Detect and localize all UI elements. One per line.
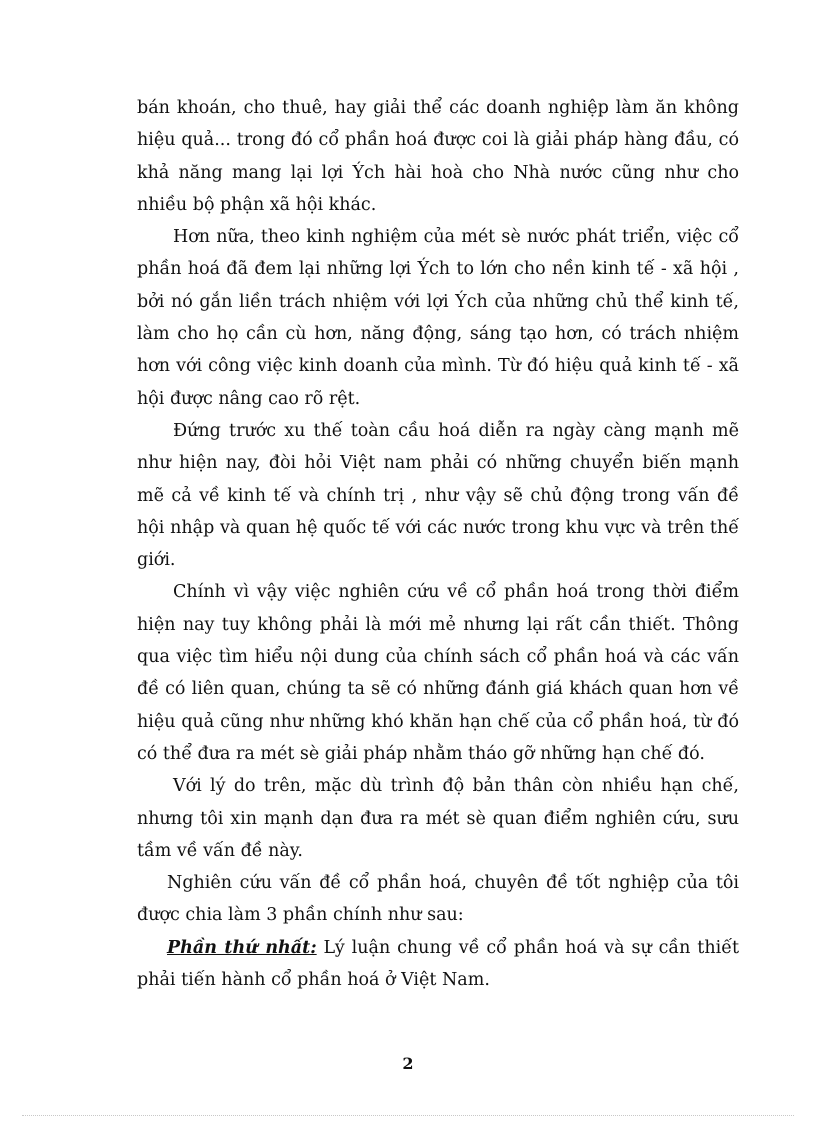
paragraph-research-necessity: Chính vì vậy việc nghiên cứu về cổ phần hoá trong thời điểm hiện nay tuy không phải là mới mẻ nhưng lại rất cần thiết. Thông qua việc tìm hiểu nội dung của chính sách cổ phần hoá và các vấn đề có liên quan, chúng ta sẽ có những đánh giá khách quan hơn về hiệu quả cũng như những khó khăn hạn chế của cổ phần hoá, từ đó có thể đưa ra mét sè giải pháp nhằm tháo gỡ những hạn chế đó. xyxy=(137,582,739,764)
page-number: 2 xyxy=(402,1054,414,1073)
paragraph-experience: Hơn nữa, theo kinh nghiệm của mét sè nước phát triển, việc cổ phần hoá đã đem lại những lợi Ých to lớn cho nền kinh tế - xã hội , bởi nó gắn liền trách nhiệm với lợi Ých của những chủ thể kinh tế, làm cho họ cần cù hơn, năng động, sáng tạo hơn, có trách nhiệm hơn với công việc kinh doanh của mình. Từ đó hiệu quả kinh tế - xã hội được nâng cao rõ rệt. xyxy=(137,227,739,409)
paragraph-structure: Nghiên cứu vấn đề cổ phần hoá, chuyên đề tốt nghiệp của tôi được chia làm 3 phần chính như sau: xyxy=(137,873,739,926)
paragraph-continuation: bán khoán, cho thuê, hay giải thể các doanh nghiệp làm ăn không hiệu quả... trong đó cổ phần hoá được coi là giải pháp hàng đầu, có khả năng mang lại lợi Ých hài hoà cho Nhà nước cũng như cho nhiều bộ phận xã hội khác. xyxy=(137,98,739,215)
body-text xyxy=(137,92,739,996)
paragraph-reason: Với lý do trên, mặc dù trình độ bản thân còn nhiều hạn chế, nhưng tôi xin mạnh dạn đưa ra mét sè quan điểm nghiên cứu, sưu tầm về vấn đề này. xyxy=(137,776,739,861)
paragraph-globalization: Đứng trước xu thế toàn cầu hoá diễn ra ngày càng mạnh mẽ như hiện nay, đòi hỏi Việt nam phải có những chuyển biến mạnh mẽ cả về kinh tế và chính trị , như vậy sẽ chủ động trong vấn đề hội nhập và quan hệ quốc tế với các nước trong khu vực và trên thế giới. xyxy=(137,420,739,571)
part-one-text: Lý luận chung về cổ phần hoá và sự cần thiết phải tiến hành cổ phần hoá ở Việt Nam. xyxy=(137,937,739,991)
paragraph-part-one xyxy=(137,932,739,997)
page-bottom-divider xyxy=(22,1115,794,1116)
part-one-title: Phần thứ nhất: xyxy=(167,937,317,958)
